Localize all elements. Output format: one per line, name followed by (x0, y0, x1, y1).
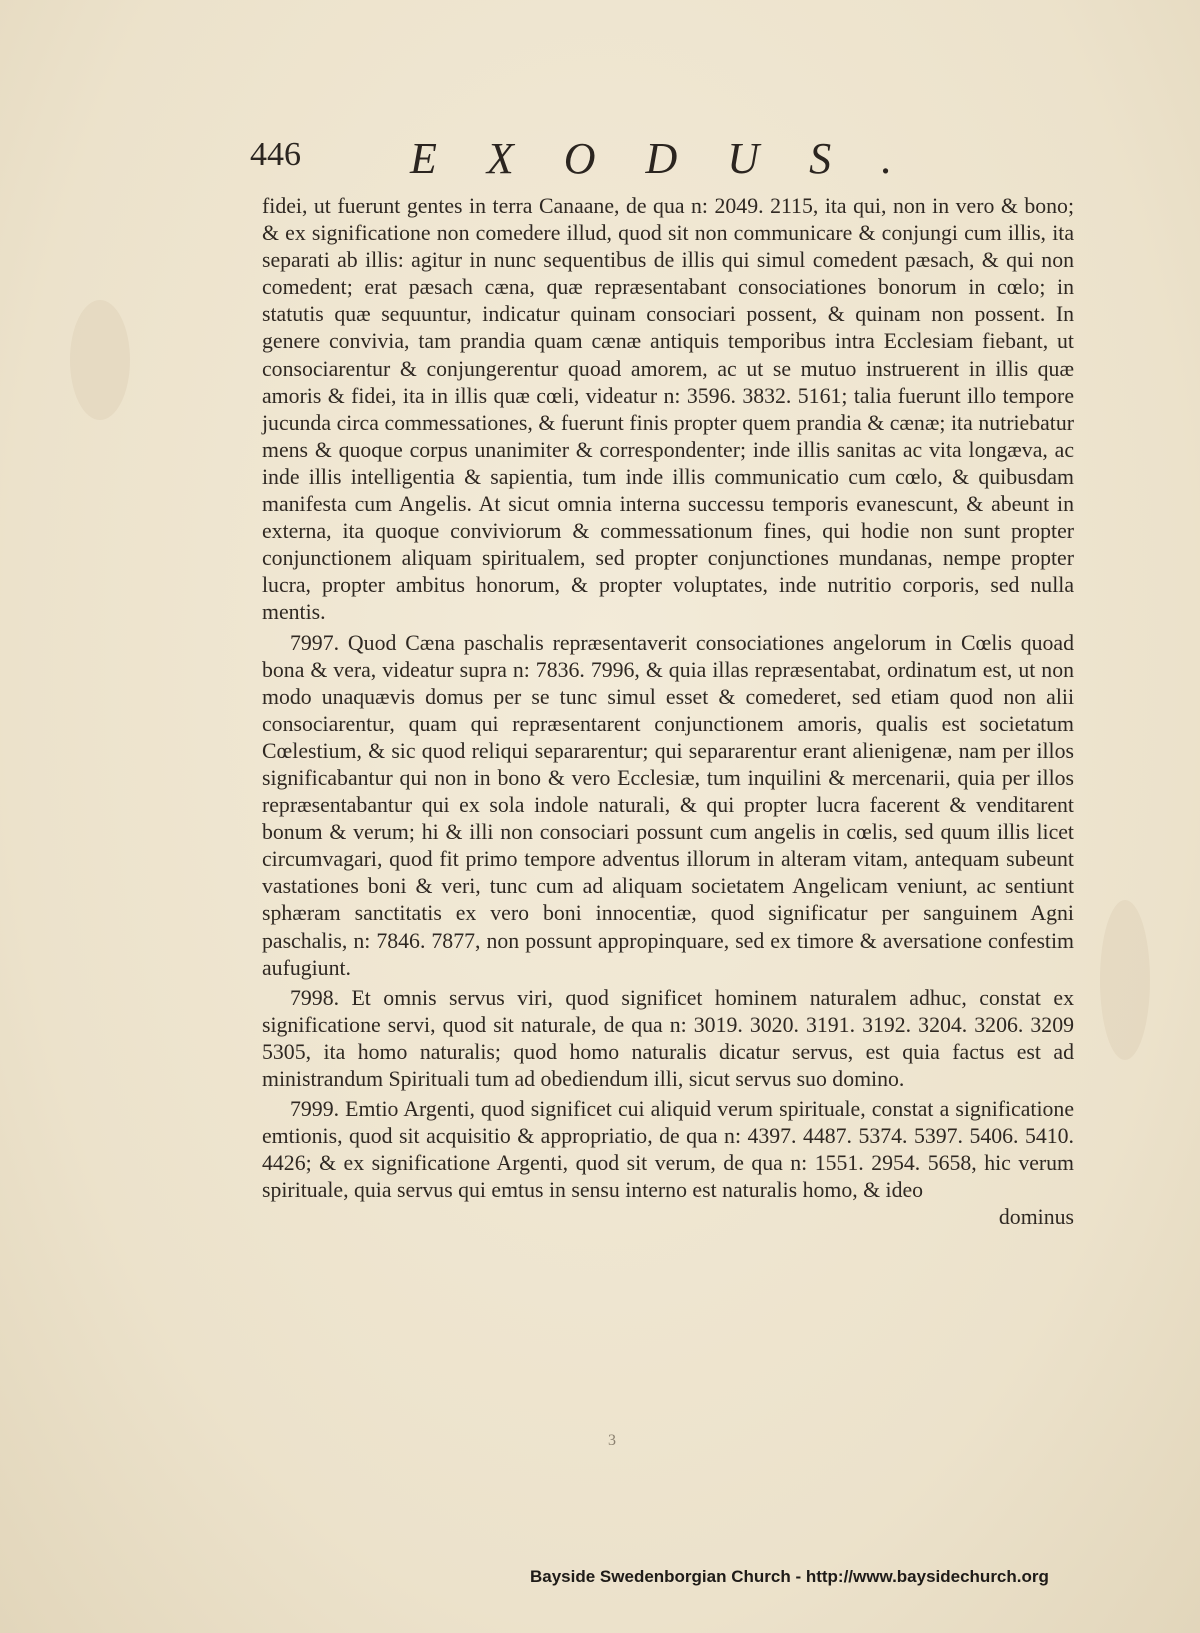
paragraph-7999: 7999. Emtio Argenti, quod significet cui aliquid verum spirituale, constat a significatione emtionis, quod sit acquisitio & appropriatio, de qua n: 4397. 4487. 5374. 5397. 5406. 5410. 4426; & ex significatione Argenti, quod sit verum, de qua n: 1551. 2954. 5658, hic verum spirituale, quia servus qui emtus in sensu interno est naturalis homo, & ideo (262, 1097, 1074, 1203)
running-title: EXODUS. (410, 134, 943, 183)
page-mark: 3 (608, 1432, 616, 1449)
body-text (262, 193, 1074, 1232)
page-header (250, 133, 990, 183)
page-number: 446 (250, 136, 301, 173)
footer-credit: Bayside Swedenborgian Church - http://www.baysidechurch.org (530, 1567, 1049, 1586)
catchword: dominus (998, 1205, 1074, 1230)
paragraph-continuation: fidei, ut fuerunt gentes in terra Canaane, de qua n: 2049. 2115, ita qui, non in vero & bono; & ex significatione non comedere illud, quod sit non communicare & conjungi cum illis, ita separati ab illis: agitur in nunc sequentibus de illis qui simul comedent pæsach, & qui non comedent; erat pæsach cæna, quæ repræsentabant consociationes bonorum in cœlo; in statutis quæ sequuntur, indicatur quinam consociari possent, & quinam non possent. In genere convivia, tam prandia quam cænæ antiquis temporibus intra Ecclesiam fiebant, ut consociarentur & conjungerentur quoad amorem, ac ut se mutuo instruerent in illis quæ amoris & fidei, ita in illis quæ cœli, videatur n: 3596. 3832. 5161; talia fuerunt illo tempore jucunda circa commessationes, & fuerunt finis propter quem prandia & cænæ; ita nutriebatur mens & quoque corpus unanimiter & correspondenter; inde illis sanitas ac vita longæva, ac inde illis intelligentia & sapientia, tum inde illis communicatio cum cœlo, & quibusdam manifesta cum Angelis. At sicut omnia interna successu temporis evanescunt, & abeunt in externa, ita quoque conviviorum & commessationum fines, qui hodie non sunt propter conjunctionem aliquam spiritualem, sed propter conjunctiones mundanas, nempe propter lucra, propter ambitus honorum, & propter voluptates, inde nutritio corporis, sed nulla mentis. (262, 194, 1074, 625)
paper-stain (1100, 900, 1150, 1060)
paper-stain (70, 300, 130, 420)
paragraph-7997: 7997. Quod Cæna paschalis repræsentaverit consociationes angelorum in Cœlis quoad bona & vera, videatur supra n: 7836. 7996, & quia illas repræsentabat, ordinatum est, ut non modo unaquævis domus per se tunc simul esset & comederet, sed etiam quod non alii consociarentur, quam qui repræsentarent conjunctionem amoris, qualis est societatum Cœlestium, & sic quod reliqui separarentur; qui separarentur erant alienigenæ, nam per illos significabantur qui non in bono & vero Ecclesiæ, tum inquilini & mercenarii, quia per illos repræsentabantur qui ex sola indole naturali, & qui propter lucra facerent & venditarent bonum & verum; hi & illi non consociari possunt cum angelis in cœlis, sed quum illis licet circumvagari, quod fit primo tempore adventus illorum in alteram vitam, antequam subeunt vastationes boni & veri, tunc cum ad aliquam societatem Angelicam veniunt, ac sentiunt sphæram sanctitatis ex vero boni innocentiæ, quod significatur per sanguinem Agni paschalis, n: 7846. 7877, non possunt appropinquare, sed ex timore & aversatione confestim aufugiunt. (262, 630, 1074, 980)
paragraph-7998: 7998. Et omnis servus viri, quod significet hominem naturalem adhuc, constat ex significatione servi, quod sit naturale, de qua n: 3019. 3020. 3191. 3192. 3204. 3206. 3209 5305, ita homo naturalis; quod homo naturalis dicatur servus, est quia factus est ad ministrandum Spirituali tum ad obediendum illi, sicut servus suo domino. (262, 985, 1074, 1091)
